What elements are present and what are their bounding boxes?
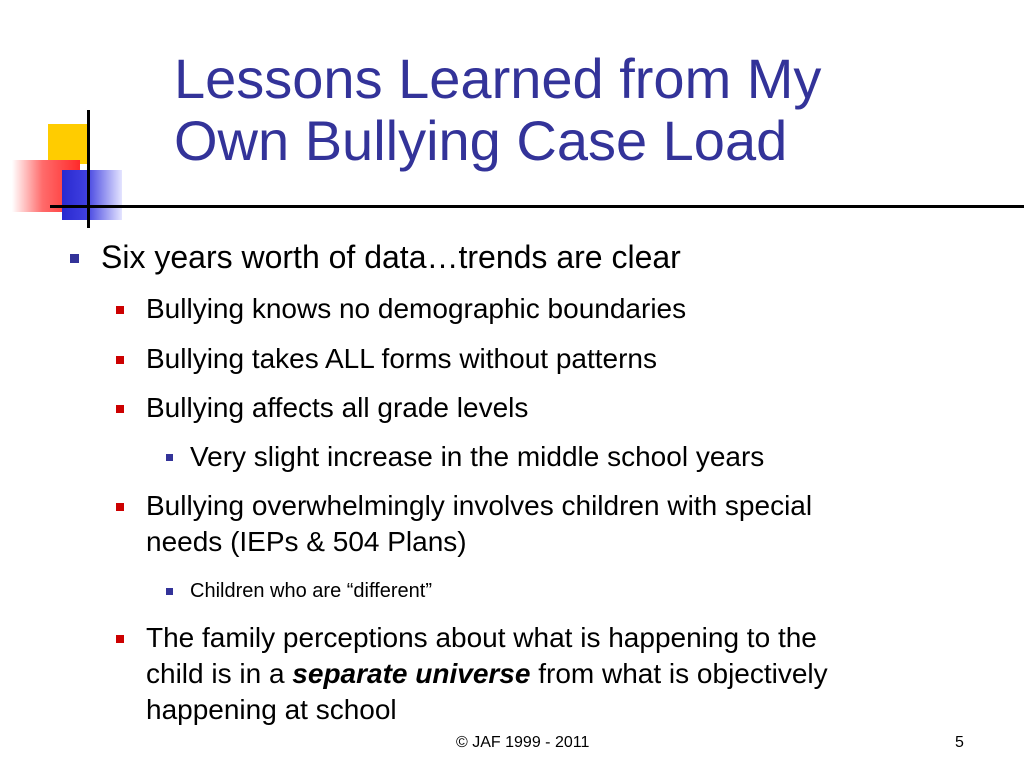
square-bullet-icon [166,454,173,461]
bullet-text-line-2: needs (IEPs & 504 Plans) [146,526,467,557]
footer-copyright: © JAF 1999 - 2011 [456,734,590,751]
bullet-text: Children who are “different” [190,580,432,602]
bullet-text-line-2-suffix: from what is objectively [530,658,828,689]
title-line-1: Lessons Learned from My [174,47,822,110]
square-bullet-icon [70,254,79,263]
bullet-text-line-3: happening at school [146,694,397,725]
square-bullet-icon [116,405,124,413]
title-line-2: Own Bullying Case Load [174,109,788,172]
bullet-text [146,488,996,560]
bullet-text-line-2-prefix: child is in a [146,658,293,689]
bullet-text: Bullying knows no demographic boundaries [146,293,687,324]
square-bullet-icon [116,503,124,511]
emphasized-text: separate universe [292,658,531,689]
bullet-text: Six years worth of data…trends are clear [101,239,681,275]
bullet-text: Bullying affects all grade levels [146,392,529,423]
square-bullet-icon [116,356,124,364]
bullet-text-line-1: Bullying overwhelmingly involves children with special [146,490,813,521]
slide-number: 5 [955,734,964,751]
square-bullet-icon [166,588,173,595]
square-bullet-icon [116,306,124,314]
bullet-text: Bullying takes ALL forms without patterns [146,343,657,374]
square-bullet-icon [116,635,124,643]
bullet-text-line-1: The family perceptions about what is happening to the [146,622,817,653]
bullet-text [146,620,996,728]
bullet-text: Very slight increase in the middle school years [190,441,765,472]
